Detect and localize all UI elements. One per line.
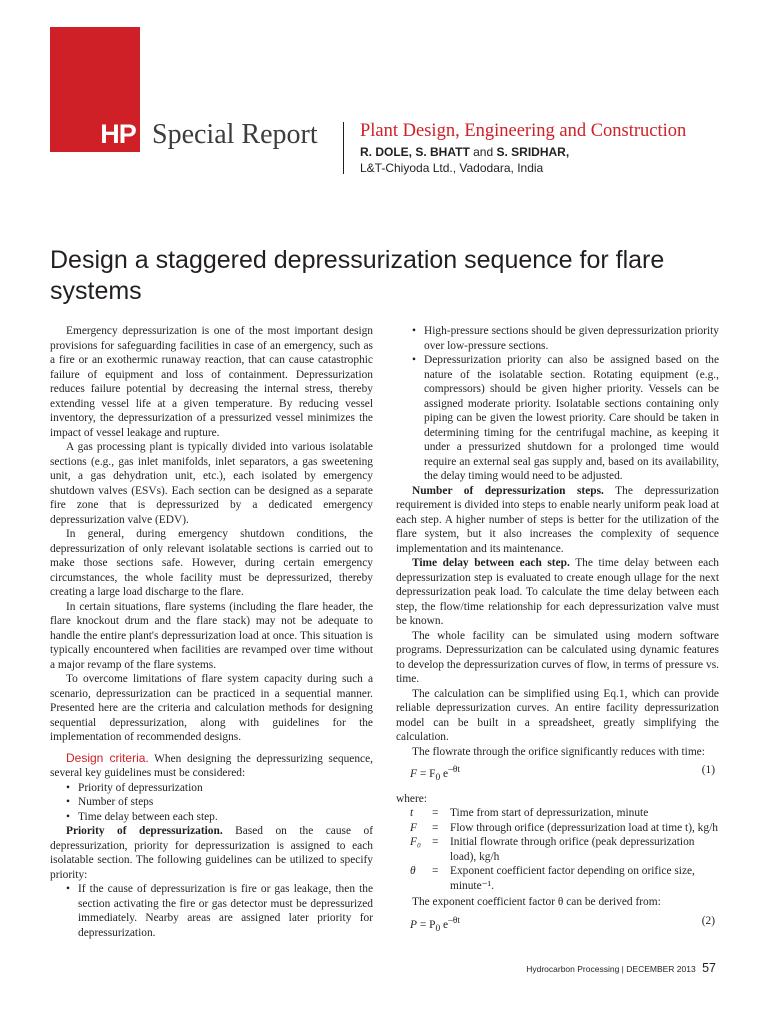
page-footer: Hydrocarbon Processing | DECEMBER 2013 57	[526, 961, 716, 975]
definition-row: t = Time from start of depressurization, minute	[410, 807, 649, 820]
steps-heading: Number of depressurization steps.	[412, 484, 604, 497]
article-title: Design a staggered depressurization sequence for flare systems	[50, 246, 665, 305]
list-item: • High-pressure sections should be given depressurization priority over low-pressure sections.	[424, 324, 719, 353]
calculation-paragraph: The calculation can be simplified using Eq.1, which can provide reliable depressurization curves. An entire facility depressurization model can be built in a spreadsheet, greatly simplifying the calculation.	[396, 687, 719, 743]
intro-paragraph: Emergency depressurization is one of the most important design provisions for safeguarding facilities in case of an emergency, such as a fire or an exothermic runaway reaction, that can cause catastrophic failure of equipment and loss of containment. Depressurization reduces failure potential by decreasing the internal stress, thereby extending vessel life at a given temperature. By reducing vessel inventory, the depressurization of a pressurized vessel minimizes the impact of vessel leakage and rupture.	[50, 325, 373, 439]
definition-row: θ = Exponent coefficient factor depending on orifice size, minute⁻¹.	[410, 865, 695, 892]
left-column	[50, 324, 373, 940]
right-column	[396, 324, 719, 942]
simulation-paragraph: The whole facility can be simulated using modern software programs. Depressurization can be calculated using dynamic features to develop the depressurization curves of flow, in terms of pressure vs. time.	[396, 629, 719, 685]
authors	[360, 144, 569, 160]
journal-name: Hydrocarbon Processing	[526, 964, 620, 974]
equation-2-number: (2)	[701, 914, 715, 927]
design-criteria-paragraph: Design criteria. When designing the depressurizing sequence, several key guidelines must be considered:	[50, 750, 373, 779]
gas-plant-paragraph: A gas processing plant is typically divided into various isolatable sections (e.g., gas inlet manifolds, inlet separators, a gas sweetening unit, a gas dehydration unit, etc.), each isolated by emergency shutdown valves (ESVs). Each section can be designed as a separate fire zone that is depressurized by a dedicated emergency depressurization valve (EDV).	[50, 441, 373, 526]
equation-2: $P = P_0$ $e^{-\theta t}$ (2)	[396, 914, 719, 937]
delay-heading: Time delay between each step.	[412, 557, 570, 569]
page-number: 57	[702, 961, 716, 975]
delay-paragraph: Time delay between each step. The time delay between each depressurization step is evaluated to create enough ullage for the next depressurization peak load. To calculate the time delay between each step, the flow/time relationship for each depressurization valve must be known.	[396, 557, 719, 627]
list-item: • Number of steps	[78, 795, 373, 810]
flowrate-paragraph: The flowrate through the orifice significantly reduces with time:	[412, 745, 705, 758]
steps-paragraph: Number of depressurization steps. The depressurization requirement is divided into steps to enable nearly uniform peak load at each step. A higher number of steps is better for the utilization of the flare system, but it also increases the complexity of sequence implementation and its maintenance.	[396, 484, 720, 555]
sequential-paragraph: To overcome limitations of flare system capacity during such a scenario, depressurization can be practiced in a sequential manner. Presented here are the criteria and calculation methods for designing sequential depressurization, along with guidelines for the implementation of recommended designs.	[50, 673, 373, 743]
special-report-label: Special Report	[152, 119, 318, 150]
hp-logo: HP	[100, 119, 136, 149]
priority-list-cont	[396, 324, 719, 484]
issue-date: DECEMBER 2013	[626, 964, 696, 974]
exponent-paragraph: The exponent coefficient factor θ can be derived from:	[412, 896, 661, 909]
list-item: • Depressurization priority can also be assigned based on the nature of the isolatable section. Rotating equipment (e.g., compressors) should be given higher priority. Vessels can be assigned moderate priority. Isolatable sections containing only piping can be given the lowest priority. Care should be taken in determining timing for the centrifugal machine, as keeping it under a pressurized shutdown for a prolonged time would require an external seal gas supply and, based on its availability, the delay timing would need to be adjusted.	[424, 353, 719, 484]
list-item: • Priority of depressurization	[78, 781, 373, 796]
list-item: • If the cause of depressurization is fire or gas leakage, then the section activating the fire or gas detector must be depressurized immediately. Nearby areas are assigned later priority for depressurization.	[78, 882, 373, 940]
priority-paragraph: Priority of depressurization. Based on the cause of depressurization, priority for depressurization is assigned to each isolatable section. The following guidelines can be utilized to specify priority:	[50, 825, 373, 881]
flare-paragraph: In certain situations, flare systems (including the flare header, the flare knockout drum and the flare stack) may not be adequate to handle the entire plant's depressurization load at once. This situation is typically encountered when facilities are revamped over time without a major revamp of the flare systems.	[50, 600, 373, 671]
variable-definitions	[396, 806, 719, 893]
equation-1: $F = F_0$ $e^{-\theta t}$ (1)	[396, 763, 719, 786]
equation-1-number: (1)	[701, 764, 715, 776]
list-item: • Time delay between each step.	[78, 810, 373, 825]
priority-list	[50, 882, 373, 940]
header-divider	[343, 122, 344, 174]
definition-row: F₀ = Initial flowrate through orifice (peak depressurization load), kg/h	[410, 836, 695, 863]
author-names-2: S. SRIDHAR,	[496, 145, 570, 159]
where-label: where:	[396, 792, 427, 805]
shutdown-paragraph: In general, during emergency shutdown conditions, the depressurization of only relevant isolatable sections is carried out to make those sections safe. However, during certain emergency circumstances, the whole facility must be depressurized, thereby creating a large load discharge to the flare.	[50, 528, 373, 598]
author-and: and	[473, 145, 494, 159]
priority-heading: Priority of depressurization.	[66, 825, 223, 837]
criteria-list	[50, 781, 373, 825]
author-names-1: R. DOLE, S. BHATT	[360, 145, 470, 159]
affiliation: L&T-Chiyoda Ltd., Vadodara, India	[360, 161, 544, 175]
definition-row: F = Flow through orifice (depressurization load at time t), kg/h	[410, 821, 718, 834]
section-title: Plant Design, Engineering and Construction	[360, 121, 687, 141]
design-criteria-heading: Design criteria.	[66, 750, 149, 765]
